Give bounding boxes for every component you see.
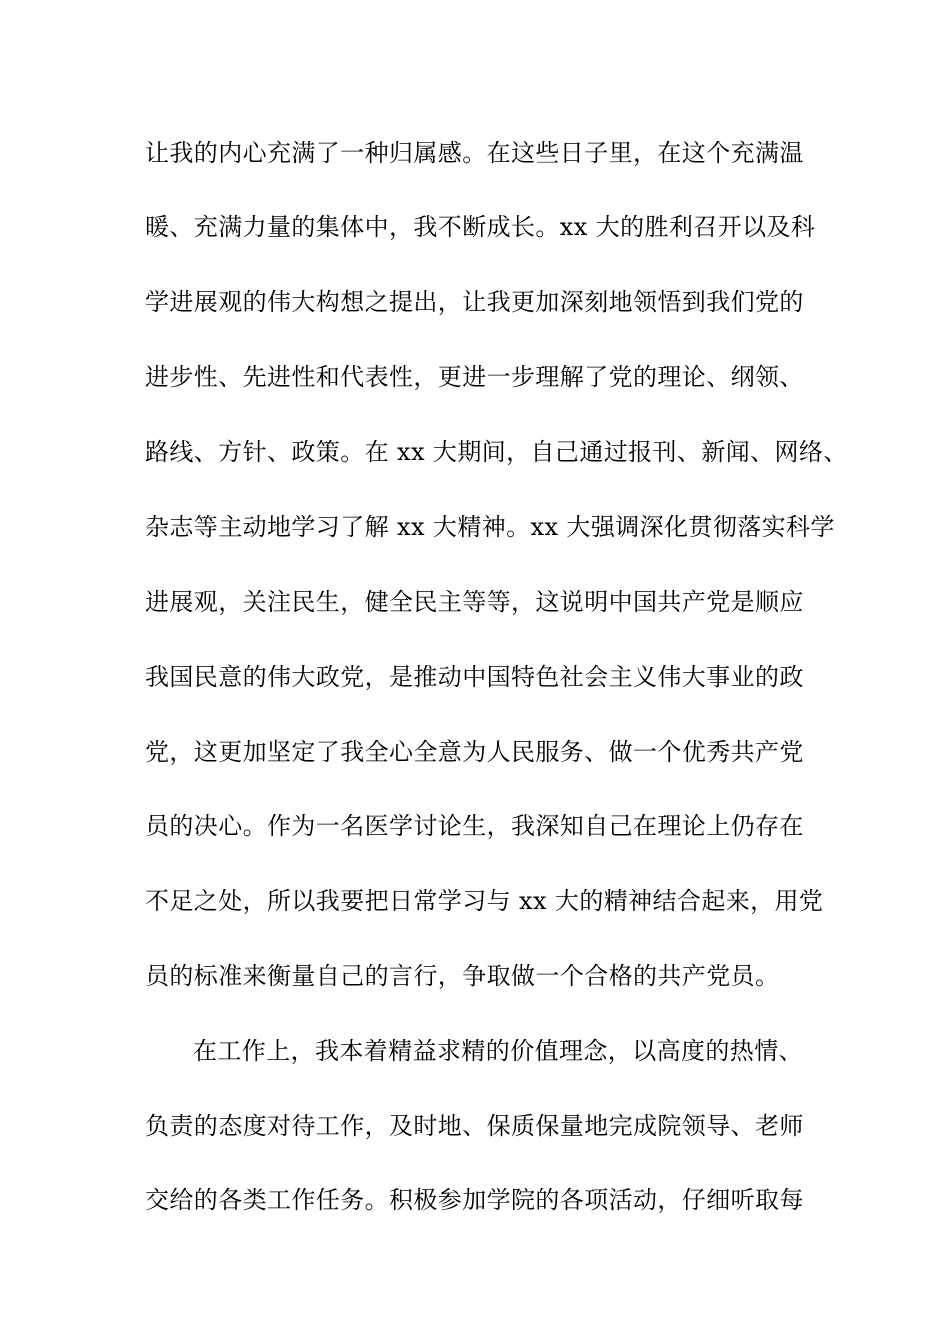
text-line-11: 不足之处，所以我要把日常学习与 xx 大的精神结合起来，用党 <box>145 887 824 915</box>
text-line-4: 进步性、先进性和代表性，更进一步理解了党的理论、纲领、 <box>145 363 804 391</box>
text-line-14: 负责的态度对待工作，及时地、保质保量地完成院领导、老师 <box>145 1112 804 1140</box>
text-line-10: 员的决心。作为一名医学讨论生，我深知自己在理论上仍存在 <box>145 812 804 840</box>
text-line-3: 学进展观的伟大构想之提出，让我更加深刻地领悟到我们党的 <box>145 288 804 316</box>
text-line-12: 员的标准来衡量自己的言行，争取做一个合格的共产党员。 <box>145 962 780 990</box>
text-line-8: 我国民意的伟大政党，是推动中国特色社会主义伟大事业的政 <box>145 663 804 691</box>
text-line-9: 党，这更加坚定了我全心全意为人民服务、做一个优秀共产党 <box>145 738 804 766</box>
text-line-6: 杂志等主动地学习了解 xx 大精神。xx 大强调深化贯彻落实科学 <box>145 513 835 541</box>
text-line-2: 暖、充满力量的集体中，我不断成长。xx 大的胜利召开以及科 <box>145 213 816 241</box>
text-line-13: 在工作上，我本着精益求精的价值理念，以高度的热情、 <box>193 1037 803 1065</box>
text-line-15: 交给的各类工作任务。积极参加学院的各项活动，仔细听取每 <box>145 1186 804 1214</box>
text-line-7: 进展观，关注民生，健全民主等等，这说明中国共产党是顺应 <box>145 588 804 616</box>
text-line-1: 让我的内心充满了一种归属感。在这些日子里，在这个充满温 <box>145 139 804 167</box>
text-line-5: 路线、方针、政策。在 xx 大期间，自己通过报刊、新闻、网络、 <box>145 438 848 466</box>
